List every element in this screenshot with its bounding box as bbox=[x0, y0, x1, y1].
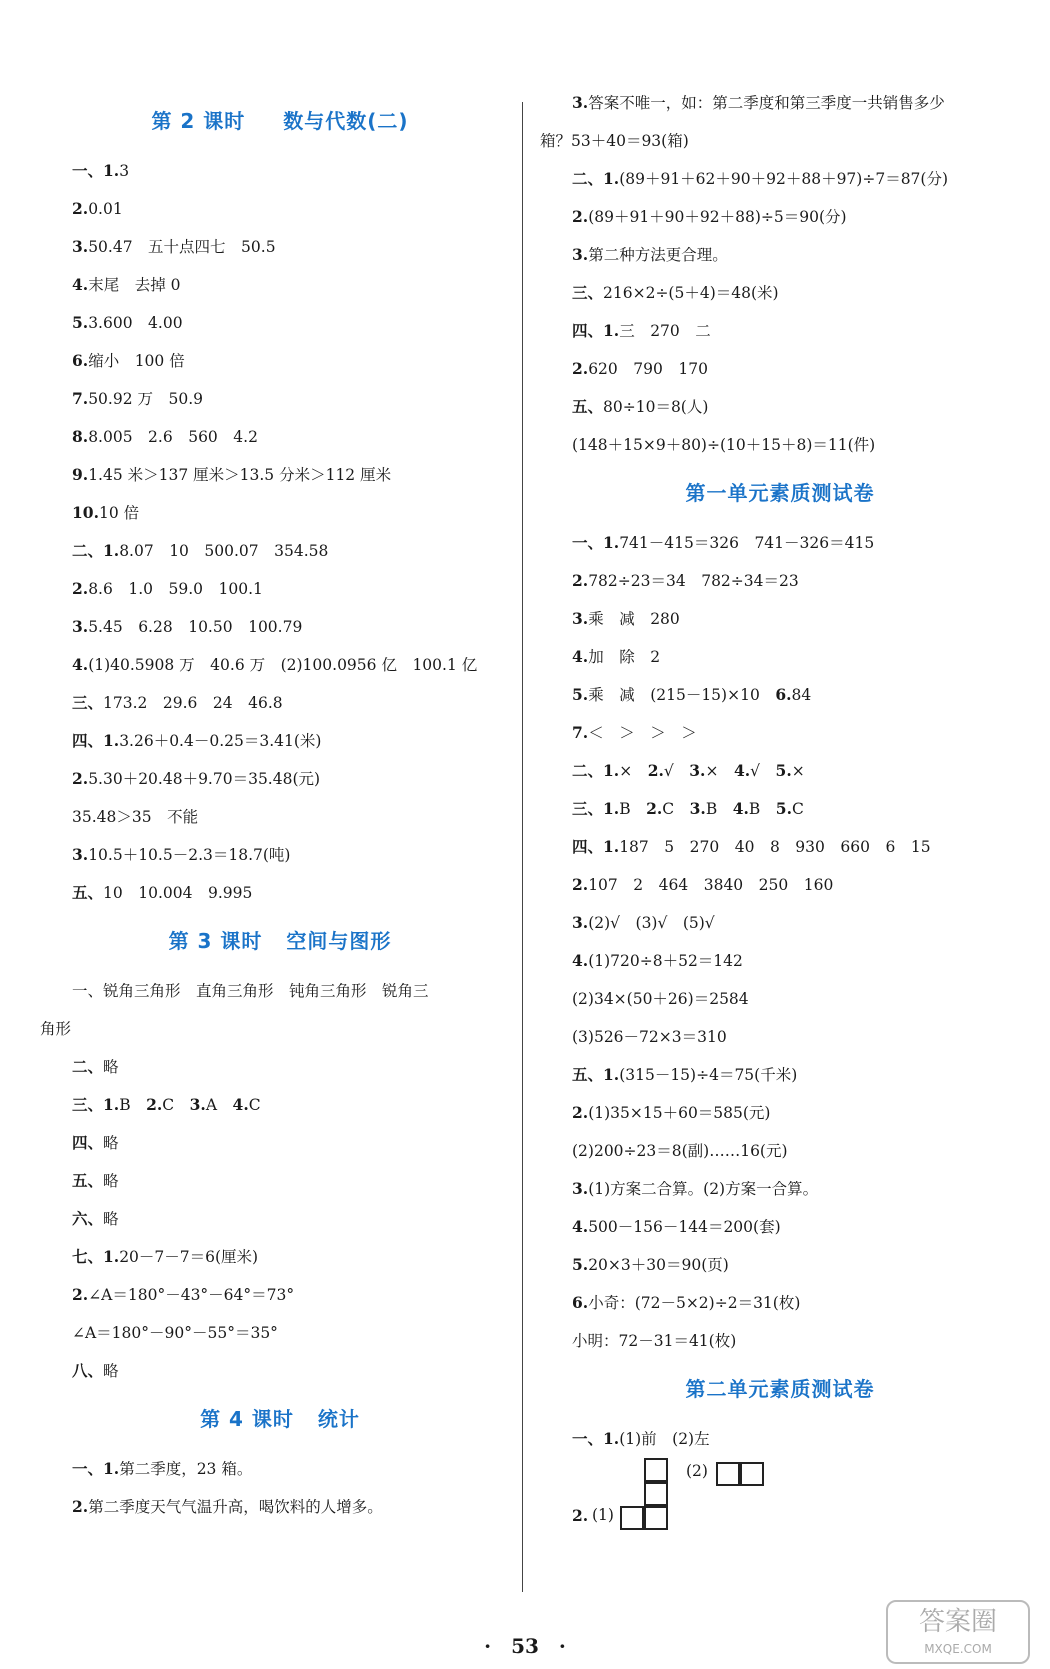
item-text: (1)方案二合算。(2)方案一合算。 bbox=[588, 1180, 819, 1198]
item-text: 略 bbox=[103, 1172, 119, 1190]
item-number: 6. bbox=[572, 1293, 589, 1312]
item-text: B bbox=[119, 1096, 147, 1114]
item-text: 乘 减 280 bbox=[588, 610, 680, 628]
item-number: 4. bbox=[572, 647, 589, 666]
item-text: C bbox=[791, 800, 804, 818]
item-text: B bbox=[748, 800, 776, 818]
item-text: 5.30＋20.48＋9.70＝35.48(元) bbox=[88, 770, 321, 788]
item-text: 末尾 去掉 0 bbox=[88, 276, 181, 294]
square-figure bbox=[740, 1462, 764, 1486]
item-number: 2. bbox=[72, 1285, 89, 1304]
item-number: 6. bbox=[775, 685, 792, 704]
item-text: (89＋91＋90＋92＋88)÷5＝90(分) bbox=[588, 208, 847, 226]
answer-line bbox=[540, 1018, 1020, 1056]
item-text: 略 bbox=[103, 1210, 119, 1228]
answer-line bbox=[540, 524, 1020, 562]
item-text: C bbox=[162, 1096, 190, 1114]
item-number: 四、1. bbox=[572, 837, 620, 856]
item-text: 0.01 bbox=[88, 200, 123, 218]
answer-line bbox=[40, 1238, 520, 1276]
unit-2-test-answers bbox=[540, 1420, 1020, 1458]
item-text: 20×3＋30＝90(页) bbox=[588, 1256, 729, 1274]
item-text: 小明：72－31＝41(枚) bbox=[572, 1332, 737, 1350]
item-number: 2. bbox=[72, 579, 89, 598]
item-text: (2)34×(50＋26)＝2584 bbox=[572, 990, 749, 1008]
answer-line bbox=[40, 570, 520, 608]
square-figure bbox=[716, 1462, 740, 1486]
item-text: 50.92 万 50.9 bbox=[88, 390, 203, 408]
item-number: 八、 bbox=[72, 1361, 104, 1380]
item-number: 一、1. bbox=[572, 1429, 620, 1448]
item-number: 5. bbox=[775, 761, 792, 780]
lesson-2-answers bbox=[40, 152, 520, 912]
item-number: 4. bbox=[232, 1095, 249, 1114]
item-text: 小奇：(72－5×2)÷2＝31(枚) bbox=[588, 1294, 801, 1312]
item-text: 略 bbox=[103, 1362, 119, 1380]
item-number: 2. bbox=[572, 571, 589, 590]
heading-unit-1-test: 第一单元素质测试卷 bbox=[685, 481, 875, 505]
item-text: 略 bbox=[103, 1058, 119, 1076]
item-number: 2. bbox=[647, 761, 664, 780]
answer-line-wrap: 箱？53＋40＝93(箱) bbox=[540, 132, 689, 150]
right-column bbox=[540, 84, 1020, 1558]
item-text: 187 5 270 40 8 930 660 6 15 bbox=[619, 838, 931, 856]
answer-line bbox=[540, 1132, 1020, 1170]
answer-line bbox=[40, 532, 520, 570]
item-number: 8. bbox=[72, 427, 89, 446]
item-number: 2. bbox=[72, 769, 89, 788]
item-text: (2)200÷23＝8(副)……16(元) bbox=[572, 1142, 788, 1160]
answer-line bbox=[40, 1162, 520, 1200]
item-number: 七、1. bbox=[72, 1247, 120, 1266]
watermark-logo: 答案圈 MXQE.COM bbox=[886, 1600, 1030, 1664]
heading-lesson-3: 第 3 课时 空间与图形 bbox=[168, 929, 392, 953]
answer-line bbox=[540, 600, 1020, 638]
item-text: A bbox=[205, 1096, 233, 1114]
item-text: 80÷10＝8(人) bbox=[603, 398, 709, 416]
item-text: 乘 减 (215－15)×10 bbox=[588, 686, 776, 704]
answer-line bbox=[40, 228, 520, 266]
item-number: 3. bbox=[72, 237, 89, 256]
item-number: 3. bbox=[689, 799, 706, 818]
answer-line bbox=[40, 608, 520, 646]
answer-line bbox=[540, 866, 1020, 904]
item-text: (89＋91＋62＋90＋92＋88＋97)÷7＝87(分) bbox=[619, 170, 949, 188]
item-number: 3. bbox=[72, 617, 89, 636]
item-number: 10. bbox=[72, 503, 99, 522]
item-number: 2. bbox=[572, 207, 589, 226]
item-text: (315－15)÷4＝75(千米) bbox=[619, 1066, 798, 1084]
item-text: 782÷23＝34 782÷34＝23 bbox=[588, 572, 799, 590]
item-number: 一、1. bbox=[572, 533, 620, 552]
answer-line bbox=[540, 1208, 1020, 1246]
item-number: 三、 bbox=[572, 283, 604, 302]
answer-line bbox=[540, 236, 1020, 274]
item-text: × bbox=[705, 762, 734, 780]
item-number: 一、1. bbox=[72, 161, 120, 180]
answer-line bbox=[40, 1314, 520, 1352]
answer-line bbox=[40, 190, 520, 228]
item-number: 三、 bbox=[72, 693, 104, 712]
item-text: 35.48＞35 不能 bbox=[72, 808, 199, 826]
item-text: B bbox=[705, 800, 733, 818]
answer-line bbox=[540, 198, 1020, 236]
answer-line bbox=[540, 426, 1020, 464]
answer-line bbox=[540, 980, 1020, 1018]
unit-1-test-answers bbox=[540, 524, 1020, 1360]
item-number: 二、1. bbox=[572, 761, 620, 780]
item-text: (1)40.5908 万 40.6 万 (2)100.0956 亿 100.1 亿 bbox=[88, 656, 478, 674]
item-text: 第二季度，23 箱。 bbox=[119, 1460, 253, 1478]
answer-line bbox=[40, 1276, 520, 1314]
heading-unit-2-test: 第二单元素质测试卷 bbox=[685, 1377, 875, 1401]
item-text: × bbox=[791, 762, 805, 780]
lesson-4-answers bbox=[40, 1450, 520, 1526]
item-number: 4. bbox=[72, 655, 89, 674]
item-number: 2. bbox=[572, 875, 589, 894]
answer-line bbox=[540, 1420, 1020, 1458]
answer-line bbox=[540, 1094, 1020, 1132]
item-number: 4. bbox=[72, 275, 89, 294]
item-number: 4. bbox=[572, 951, 589, 970]
item-number: 五、 bbox=[572, 397, 604, 416]
answer-line bbox=[540, 312, 1020, 350]
square-figure bbox=[644, 1506, 668, 1530]
item-text: 173.2 29.6 24 46.8 bbox=[103, 694, 283, 712]
answer-line bbox=[40, 456, 520, 494]
answer-line bbox=[40, 836, 520, 874]
answer-line bbox=[540, 676, 1020, 714]
item-number: 4. bbox=[572, 1217, 589, 1236]
item-number: 二、1. bbox=[572, 169, 620, 188]
item-text: 三 270 二 bbox=[619, 322, 711, 340]
answer-line-wrap: 角形 bbox=[40, 1020, 72, 1038]
item-text: 84 bbox=[791, 686, 812, 704]
item-number: 3. bbox=[189, 1095, 206, 1114]
item-text: ∠A＝180°－43°－64°＝73° bbox=[88, 1286, 295, 1304]
item-text: 加 除 2 bbox=[588, 648, 661, 666]
answer-line bbox=[540, 1322, 1020, 1360]
item-text: 50.47 五十点四七 50.5 bbox=[88, 238, 276, 256]
answer-line bbox=[40, 874, 520, 912]
answer-line bbox=[40, 494, 520, 532]
item-text: 10.5＋10.5－2.3＝18.7(吨) bbox=[88, 846, 291, 864]
item-text: (2)√ (3)√ (5)√ bbox=[588, 914, 715, 932]
statistics-answers bbox=[540, 160, 1020, 464]
answer-line bbox=[40, 1200, 520, 1238]
answer-line bbox=[40, 1086, 520, 1124]
item-number: 2. bbox=[72, 199, 89, 218]
view-figures: 2. (1) (2) bbox=[540, 1458, 1020, 1558]
answer-line bbox=[40, 1352, 520, 1390]
answer-line bbox=[40, 722, 520, 760]
item-number: 3. bbox=[572, 609, 589, 628]
item-text: 10 10.004 9.995 bbox=[103, 884, 253, 902]
column-divider bbox=[522, 102, 523, 1592]
item-number: 三、1. bbox=[72, 1095, 120, 1114]
answer-line bbox=[540, 714, 1020, 752]
item-text: 5.45 6.28 10.50 100.79 bbox=[88, 618, 303, 636]
item-text: 3.26＋0.4－0.25＝3.41(米) bbox=[119, 732, 322, 750]
item-text: 1.45 米＞137 厘米＞13.5 分米＞112 厘米 bbox=[88, 466, 392, 484]
left-column bbox=[40, 92, 520, 1526]
item-number: 五、 bbox=[72, 1171, 104, 1190]
answer-line bbox=[40, 342, 520, 380]
item-number: 四、1. bbox=[72, 731, 120, 750]
item-text: 3 bbox=[119, 162, 130, 180]
item-number: 7. bbox=[572, 723, 589, 742]
item-text: (1)前 (2)左 bbox=[619, 1430, 710, 1448]
item-number: 4. bbox=[733, 761, 751, 780]
answer-line bbox=[540, 562, 1020, 600]
item-number: 4. bbox=[732, 799, 749, 818]
item-number: 六、 bbox=[72, 1209, 104, 1228]
item-number: 3. bbox=[572, 913, 589, 932]
item-text: 216×2÷(5＋4)＝48(米) bbox=[603, 284, 779, 302]
answer-line bbox=[540, 1170, 1020, 1208]
item-text: B bbox=[619, 800, 647, 818]
answer-line bbox=[40, 380, 520, 418]
item-text: 620 790 170 bbox=[588, 360, 708, 378]
answer-line: 3.答案不唯一，如：第二季度和第三季度一共销售多少 bbox=[572, 93, 945, 112]
item-text: √ bbox=[663, 762, 690, 780]
answer-line bbox=[540, 1056, 1020, 1094]
item-text: 8.6 1.0 59.0 100.1 bbox=[88, 580, 263, 598]
item-text: 第二种方法更合理。 bbox=[588, 246, 728, 264]
heading-lesson-2: 第 2 课时 数与代数(二) bbox=[151, 109, 409, 133]
item-text: 107 2 464 3840 250 160 bbox=[588, 876, 834, 894]
item-text: (3)526－72×3＝310 bbox=[572, 1028, 727, 1046]
item-number: 二、1. bbox=[72, 541, 120, 560]
item-text: × bbox=[619, 762, 648, 780]
answer-line bbox=[40, 1124, 520, 1162]
item-number: 5. bbox=[775, 799, 792, 818]
answer-line bbox=[540, 350, 1020, 388]
item-text: √ bbox=[750, 762, 776, 780]
item-number: 3. bbox=[572, 1179, 589, 1198]
item-number: 3. bbox=[689, 761, 706, 780]
answer-line bbox=[540, 638, 1020, 676]
item-text: 20－7－7＝6(厘米) bbox=[119, 1248, 259, 1266]
item-text: ＜ ＞ ＞ ＞ bbox=[588, 724, 697, 742]
answer-line bbox=[540, 1284, 1020, 1322]
item-number: 2. bbox=[572, 359, 589, 378]
heading-lesson-4: 第 4 课时 统计 bbox=[200, 1407, 360, 1431]
item-number: 3. bbox=[72, 845, 89, 864]
item-number: 6. bbox=[72, 351, 89, 370]
answer-line bbox=[40, 304, 520, 342]
item-text: 500－156－144＝200(套) bbox=[588, 1218, 781, 1236]
item-number: 9. bbox=[72, 465, 89, 484]
item-text: 8.005 2.6 560 4.2 bbox=[88, 428, 258, 446]
answer-line bbox=[540, 388, 1020, 426]
answer-line bbox=[40, 1450, 520, 1488]
answer-line bbox=[540, 160, 1020, 198]
square-figure bbox=[620, 1506, 644, 1530]
item-text: (1)720÷8＋52＝142 bbox=[588, 952, 743, 970]
item-text: (1)35×15＋60＝585(元) bbox=[588, 1104, 771, 1122]
page-number: · 53 · bbox=[484, 1634, 566, 1658]
answer-line bbox=[40, 646, 520, 684]
answer-line bbox=[40, 760, 520, 798]
item-text: 第二季度天气气温升高，喝饮料的人增多。 bbox=[88, 1498, 383, 1516]
answer-line bbox=[40, 798, 520, 836]
item-number: 2. bbox=[572, 1103, 589, 1122]
answer-line bbox=[40, 266, 520, 304]
item-text: ∠A＝180°－90°－55°＝35° bbox=[72, 1324, 278, 1342]
answer-line bbox=[540, 942, 1020, 980]
item-number: 三、1. bbox=[572, 799, 620, 818]
answer-line bbox=[540, 904, 1020, 942]
item-text: C bbox=[662, 800, 690, 818]
item-number: 3. bbox=[572, 245, 589, 264]
item-number: 2. bbox=[646, 799, 663, 818]
item-text: 略 bbox=[103, 1134, 119, 1152]
answer-line bbox=[540, 828, 1020, 866]
answer-line: 一、锐角三角形 直角三角形 钝角三角形 锐角三 bbox=[72, 982, 429, 1000]
square-figure bbox=[644, 1458, 668, 1482]
item-number: 五、1. bbox=[572, 1065, 620, 1084]
lesson-3-answers bbox=[40, 1048, 520, 1390]
answer-line bbox=[540, 1246, 1020, 1284]
item-text: (148＋15×9＋80)÷(10＋15＋8)＝11(件) bbox=[572, 436, 876, 454]
item-number: 2. bbox=[146, 1095, 163, 1114]
item-number: 二、 bbox=[72, 1057, 104, 1076]
item-number: 5. bbox=[572, 685, 589, 704]
answer-line bbox=[40, 418, 520, 456]
item-number: 5. bbox=[72, 313, 89, 332]
answer-line bbox=[40, 152, 520, 190]
answer-line bbox=[540, 274, 1020, 312]
item-number: 2. bbox=[72, 1497, 89, 1516]
item-number: 五、 bbox=[72, 883, 104, 902]
square-figure bbox=[644, 1482, 668, 1506]
item-text: C bbox=[248, 1096, 261, 1114]
item-text: 8.07 10 500.07 354.58 bbox=[119, 542, 329, 560]
answer-line bbox=[40, 1488, 520, 1526]
item-number: 四、 bbox=[72, 1133, 104, 1152]
item-number: 7. bbox=[72, 389, 89, 408]
answer-line bbox=[540, 790, 1020, 828]
item-text: 缩小 100 倍 bbox=[88, 352, 185, 370]
item-text: 3.600 4.00 bbox=[88, 314, 183, 332]
item-number: 四、1. bbox=[572, 321, 620, 340]
answer-line bbox=[540, 752, 1020, 790]
item-number: 5. bbox=[572, 1255, 589, 1274]
item-number: 一、1. bbox=[72, 1459, 120, 1478]
item-text: 741－415＝326 741－326＝415 bbox=[619, 534, 875, 552]
answer-line bbox=[40, 684, 520, 722]
item-text: 10 倍 bbox=[98, 504, 140, 522]
answer-line bbox=[40, 1048, 520, 1086]
